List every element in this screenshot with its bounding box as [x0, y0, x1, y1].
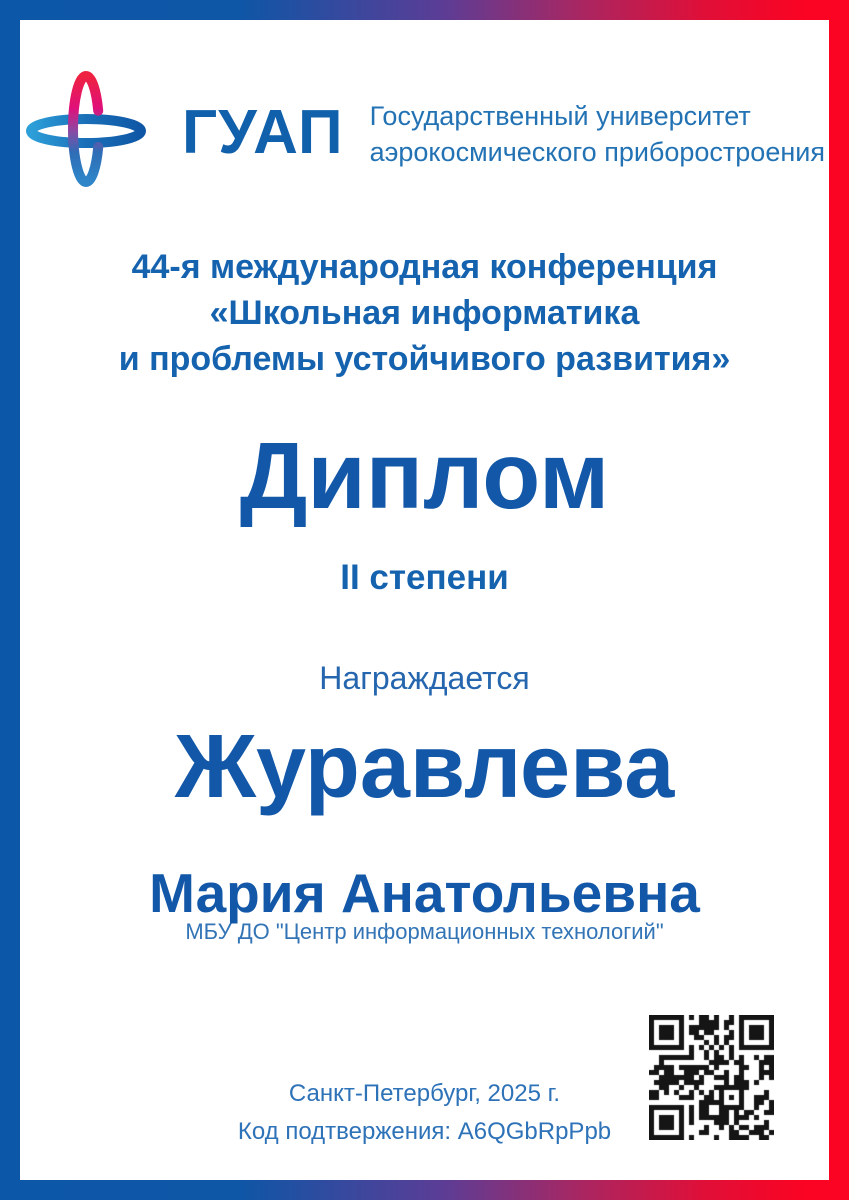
university-name-line2: аэрокосмического приборостроения: [369, 137, 825, 167]
degree-label: II степени: [340, 558, 509, 597]
city-year-label: Санкт-Петербург, 2025 г.: [288, 1080, 561, 1107]
conference-title: [20, 244, 829, 382]
conference-title-line3: и проблемы устойчивого развития»: [118, 340, 731, 378]
conference-title-line2: «Школьная информатика: [209, 294, 640, 332]
awardee-last-name: Журавлева: [174, 717, 675, 817]
university-name: [370, 92, 825, 170]
certificate-body: [20, 20, 829, 1180]
guap-orbit-logo-icon: [24, 68, 156, 194]
guap-wordmark: ГУАП: [182, 98, 344, 167]
conference-title-line1: 44-я международная конференция: [131, 248, 718, 286]
awardee-first-middle-name: Мария Анатольевна: [149, 862, 700, 924]
awarded-label: Награждается: [319, 660, 530, 696]
diploma-title: Диплом: [239, 423, 610, 529]
university-name-line1: Государственный университет: [369, 101, 751, 131]
awardee-organization: МБУ ДО "Центр информационных технологий": [185, 919, 664, 944]
brand-header: [20, 68, 829, 194]
confirmation-code-label: Код подтвержения: A6QGbRpPpb: [237, 1118, 612, 1145]
